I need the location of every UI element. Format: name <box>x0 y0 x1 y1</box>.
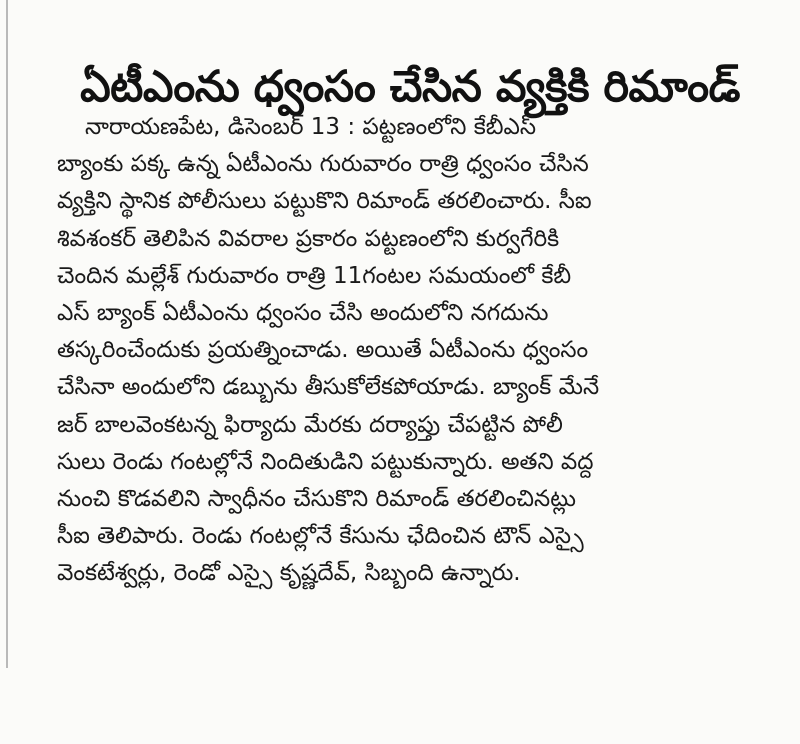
body-line: శివశంకర్ తెలిపిన వివరాల ప్రకారం పట్టణంలోని కుర్వగేరికి <box>57 225 560 252</box>
body-line: తస్కరించేందుకు ప్రయత్నించాడు. అయితే ఏటీఎంను ధ్వంసం <box>57 337 589 364</box>
body-line: సీఐ తెలిపారు. రెండు గంటల్లోనే కేసును ఛేదించిన టౌన్ ఎస్సై <box>57 523 584 550</box>
body-line: సులు రెండు గంటల్లోనే నిందితుడిని పట్టుకున్నారు. అతని వద్ద <box>57 448 594 475</box>
body-line: వెంకటేశ్వర్లు, రెండో ఎస్సై కృష్ణదేవ్, సిబ్బంది ఉన్నారు. <box>57 560 521 587</box>
body-line: జర్ బాలవెంకటన్న ఫిర్యాదు మేరకు దర్యాప్తు చేపట్టిన పోలీ <box>57 411 563 438</box>
body-line: నుంచి కొడవలిని స్వాధీనం చేసుకొని రిమాండ్ తరలించినట్లు <box>57 485 576 512</box>
article-headline: ఏటీఎంను ధ్వంసం చేసిన వ్యక్తికి రిమాండ్ <box>80 61 740 112</box>
body-line: చెందిన మల్లేశ్ గురువారం రాత్రి 11గంటల సమయంలో కేబీ <box>57 262 572 289</box>
body-line: చేసినా అందులోని డబ్బును తీసుకోలేకపోయాడు. బ్యాంక్ మేనే <box>57 374 600 401</box>
article-body <box>57 109 777 592</box>
body-line: ఎస్ బ్యాంక్ ఏటీఎంను ధ్వంసం చేసి అందులోని నగదును <box>57 299 549 326</box>
body-line: బ్యాంకు పక్క ఉన్న ఏటీఎంను గురువారం రాత్రి ధ్వంసం చేసిన <box>57 151 589 178</box>
column-divider <box>6 0 8 668</box>
body-line: వ్యక్తిని స్థానిక పోలీసులు పట్టుకొని రిమాండ్ తరలించారు. సీఐ <box>57 188 592 215</box>
body-line: నారాయణపేట, డిసెంబర్ 13 : పట్టణంలోని కేబీఎస్ <box>85 114 536 140</box>
cut-off-previous-text <box>40 0 780 6</box>
